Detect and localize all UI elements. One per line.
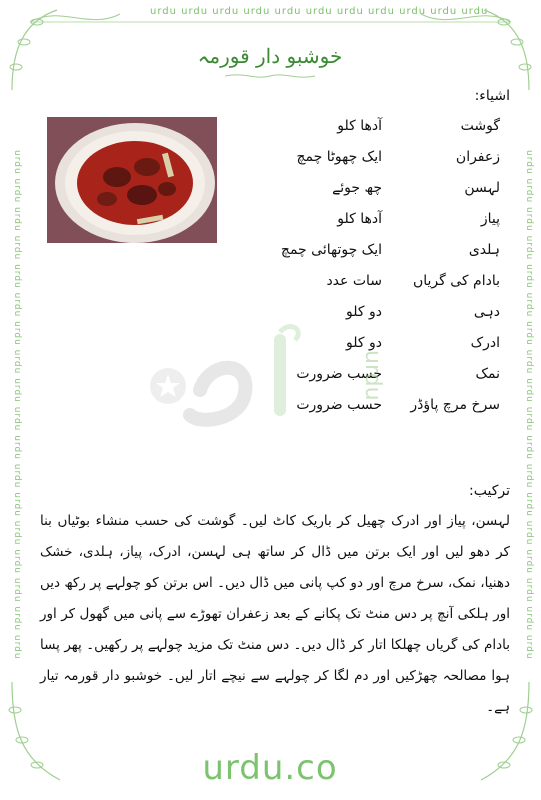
ingredient-name: زعفران <box>455 149 500 165</box>
ingredient-name: لہسن <box>464 180 500 196</box>
ingredient-quantity: ایک چھوٹا چمچ <box>296 149 382 165</box>
ingredient-name: بادام کی گریاں <box>412 273 500 289</box>
top-right-vine-ornament <box>479 2 539 92</box>
method-heading: ترکیب: <box>469 483 510 499</box>
method-paragraph: لہسن، پیاز اور ادرک چھیل کر باریک کاٹ لیں۔ گوشت کی حسب منشاء بوٹیاں بنا کر دھو لیں اور ایک برتن میں ڈال کر ساتھ ہی لہسن، ادرک، پیاز، ہلدی، خشک دھنیا، نمک، سرخ مرچ اور دو کپ پانی میں ڈال دیں۔ اس برتن کو چولہے پر رکھ دیں اور ہلکی آنچ پر دس منٹ تک پکانے کے بعد زعفران تھوڑے سے پانی میں گھول کر اور بادام کی گریاں چھلکا اتار کر ڈال دیں۔ دس منٹ تک مزید چولہے پر رکھیں۔ پھر پسا ہوا مصالحہ چھڑکیں اور دم لگا کر چولہے سے نیچے اتار لیں۔ خوشبو دار قورمہ تیار ہے۔ <box>40 513 510 715</box>
ingredient-row <box>240 273 500 304</box>
left-border-pattern: urdu urdu urdu urdu urdu urdu urdu urdu urdu urdu urdu urdu urdu urdu urdu urdu urdu urdu <box>12 150 22 660</box>
top-left-vine-ornament <box>2 2 62 92</box>
ingredient-row <box>240 242 500 273</box>
ingredient-row <box>240 180 500 211</box>
ingredient-name: ادرک <box>470 335 500 351</box>
ingredient-name: گوشت <box>460 118 500 134</box>
footer-site-logo[interactable]: urdu.co <box>202 748 338 788</box>
right-border-pattern: urdu urdu urdu urdu urdu urdu urdu urdu urdu urdu urdu urdu urdu urdu urdu urdu urdu urdu <box>524 150 534 660</box>
ingredient-name: ہلدی <box>468 242 500 258</box>
ingredient-quantity: دو کلو <box>346 335 382 351</box>
urdu-watermark <box>130 320 390 460</box>
ingredient-quantity: سات عدد <box>326 273 382 289</box>
ingredient-row <box>240 149 500 180</box>
top-border-pattern: urdu urdu urdu urdu urdu urdu urdu urdu urdu urdu urdu <box>150 6 489 17</box>
recipe-title: خوشبو دار قورمہ <box>197 44 343 68</box>
ingredient-quantity: ایک چوتھائی چمچ <box>280 242 382 258</box>
ingredient-quantity: آدھا کلو <box>337 118 382 134</box>
korma-dish-photo <box>47 117 217 243</box>
ingredients-heading: اشیاء: <box>474 88 510 104</box>
title-underline-ornament <box>225 72 315 80</box>
ingredient-quantity: دو کلو <box>346 304 382 320</box>
ingredient-quantity: حسب ضرورت <box>296 366 382 382</box>
ingredient-name: دہی <box>473 304 500 320</box>
ingredient-quantity: چھ جوئے <box>332 180 382 196</box>
ingredient-quantity: حسب ضرورت <box>296 397 382 413</box>
ingredient-name: سرخ مرچ پاؤڈر <box>410 397 500 413</box>
ingredient-name: نمک <box>475 366 500 382</box>
ingredient-quantity: آدھا کلو <box>337 211 382 227</box>
ingredient-row <box>240 211 500 242</box>
ingredient-row <box>240 118 500 149</box>
watermark-latin-text: urdu <box>360 350 385 401</box>
ingredient-name: پیاز <box>480 211 500 227</box>
